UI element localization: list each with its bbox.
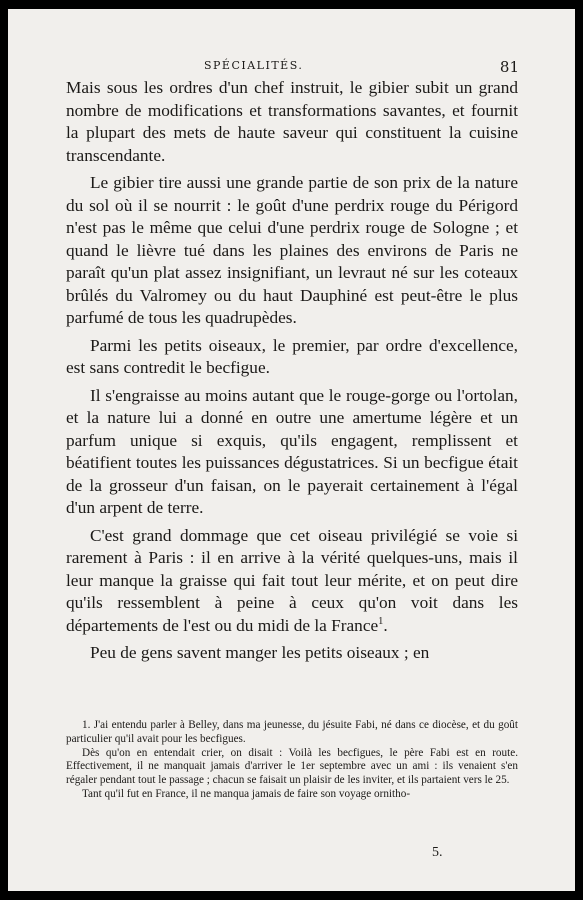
- footnote-marker: 1: [378, 615, 384, 627]
- paragraph: Peu de gens savent manger les petits oiseaux ; en: [90, 643, 430, 662]
- footnotes: [66, 719, 518, 802]
- paragraph: Il s'engraisse au moins autant que le rouge-gorge ou l'ortolan, et la nature lui a donné en outre une amertume légère et un parfum unique si exquis, qu'ils engagent, remplissent et béatifient toutes les puissances dégustatrices. Si un becfigue était de la grosseur d'un faisan, on le payerait certainement à l'égal d'un arpent de terre.: [66, 385, 518, 517]
- running-head: SPÉCIALITÉS.: [204, 59, 304, 72]
- signature-mark: 5.: [432, 845, 443, 860]
- page-number: 81: [499, 58, 519, 76]
- paragraph-text: C'est grand dommage que cet oiseau privilégié se voie si rarement à Paris : il en arrive à la vérité quelques-uns, mais il leur manque la graisse qui fait tout leur mérite, et on peut dire qu'ils ressemblent à peine à ceux qu'on voit dans les départements de l'est ou du midi de la France: [66, 525, 518, 635]
- paragraph: C'est grand dommage que cet oiseau privilégié se voie si rarement à Paris : il en arrive à la vérité quelques-uns, mais il leur manque la graisse qui fait tout leur mérite, et on peut dire qu'ils ressemblent à peine à ceux qu'on voit dans les départements de l'est ou du midi de la France$^1$.: [66, 525, 518, 635]
- footnote-line: Tant qu'il fut en France, il ne manqua jamais de faire son voyage ornitho-: [82, 787, 411, 800]
- paragraph: Parmi les petits oiseaux, le premier, par ordre d'excellence, est sans contredit le becfigue.: [66, 335, 518, 377]
- paragraph: Le gibier tire aussi une grande partie de son prix de la nature du sol où il se nourrit : le goût d'une perdrix rouge du Périgord n'est pas le même que celui d'une perdrix rouge de Sologne ; et quand le lièvre tué dans les plaines des environs de Paris ne paraît qu'un plat assez insignifiant, un levraut né sur les coteaux brûlés du Valromey ou du haut Dauphiné est peut-être le plus parfumé de tous les quadrupèdes.: [66, 173, 518, 327]
- footnote-line: 1. J'ai entendu parler à Belley, dans ma jeunesse, du jésuite Fabi, né dans ce diocèse, et du goût particulier qu'il avait pour les becfigues.: [66, 719, 518, 745]
- body-text: [66, 77, 518, 665]
- paragraph: Mais sous les ordres d'un chef instruit, le gibier subit un grand nombre de modifications et transformations savantes, et fournit la plupart des mets de haute saveur qui constituent la cuisine transcendante.: [66, 78, 518, 165]
- page-header: [8, 59, 575, 79]
- book-page: [8, 9, 575, 891]
- footnote-line: Dès qu'on en entendait crier, on disait : Voilà les becfigues, le père Fabi est en route. Effectivement, il ne manquait jamais d'arriver le 1er septembre avec un ami : ils venaient s'en régaler pendant tout le passage ; chacun se faisait un plaisir de les inviter, et ils partaient vers le 25.: [66, 746, 518, 787]
